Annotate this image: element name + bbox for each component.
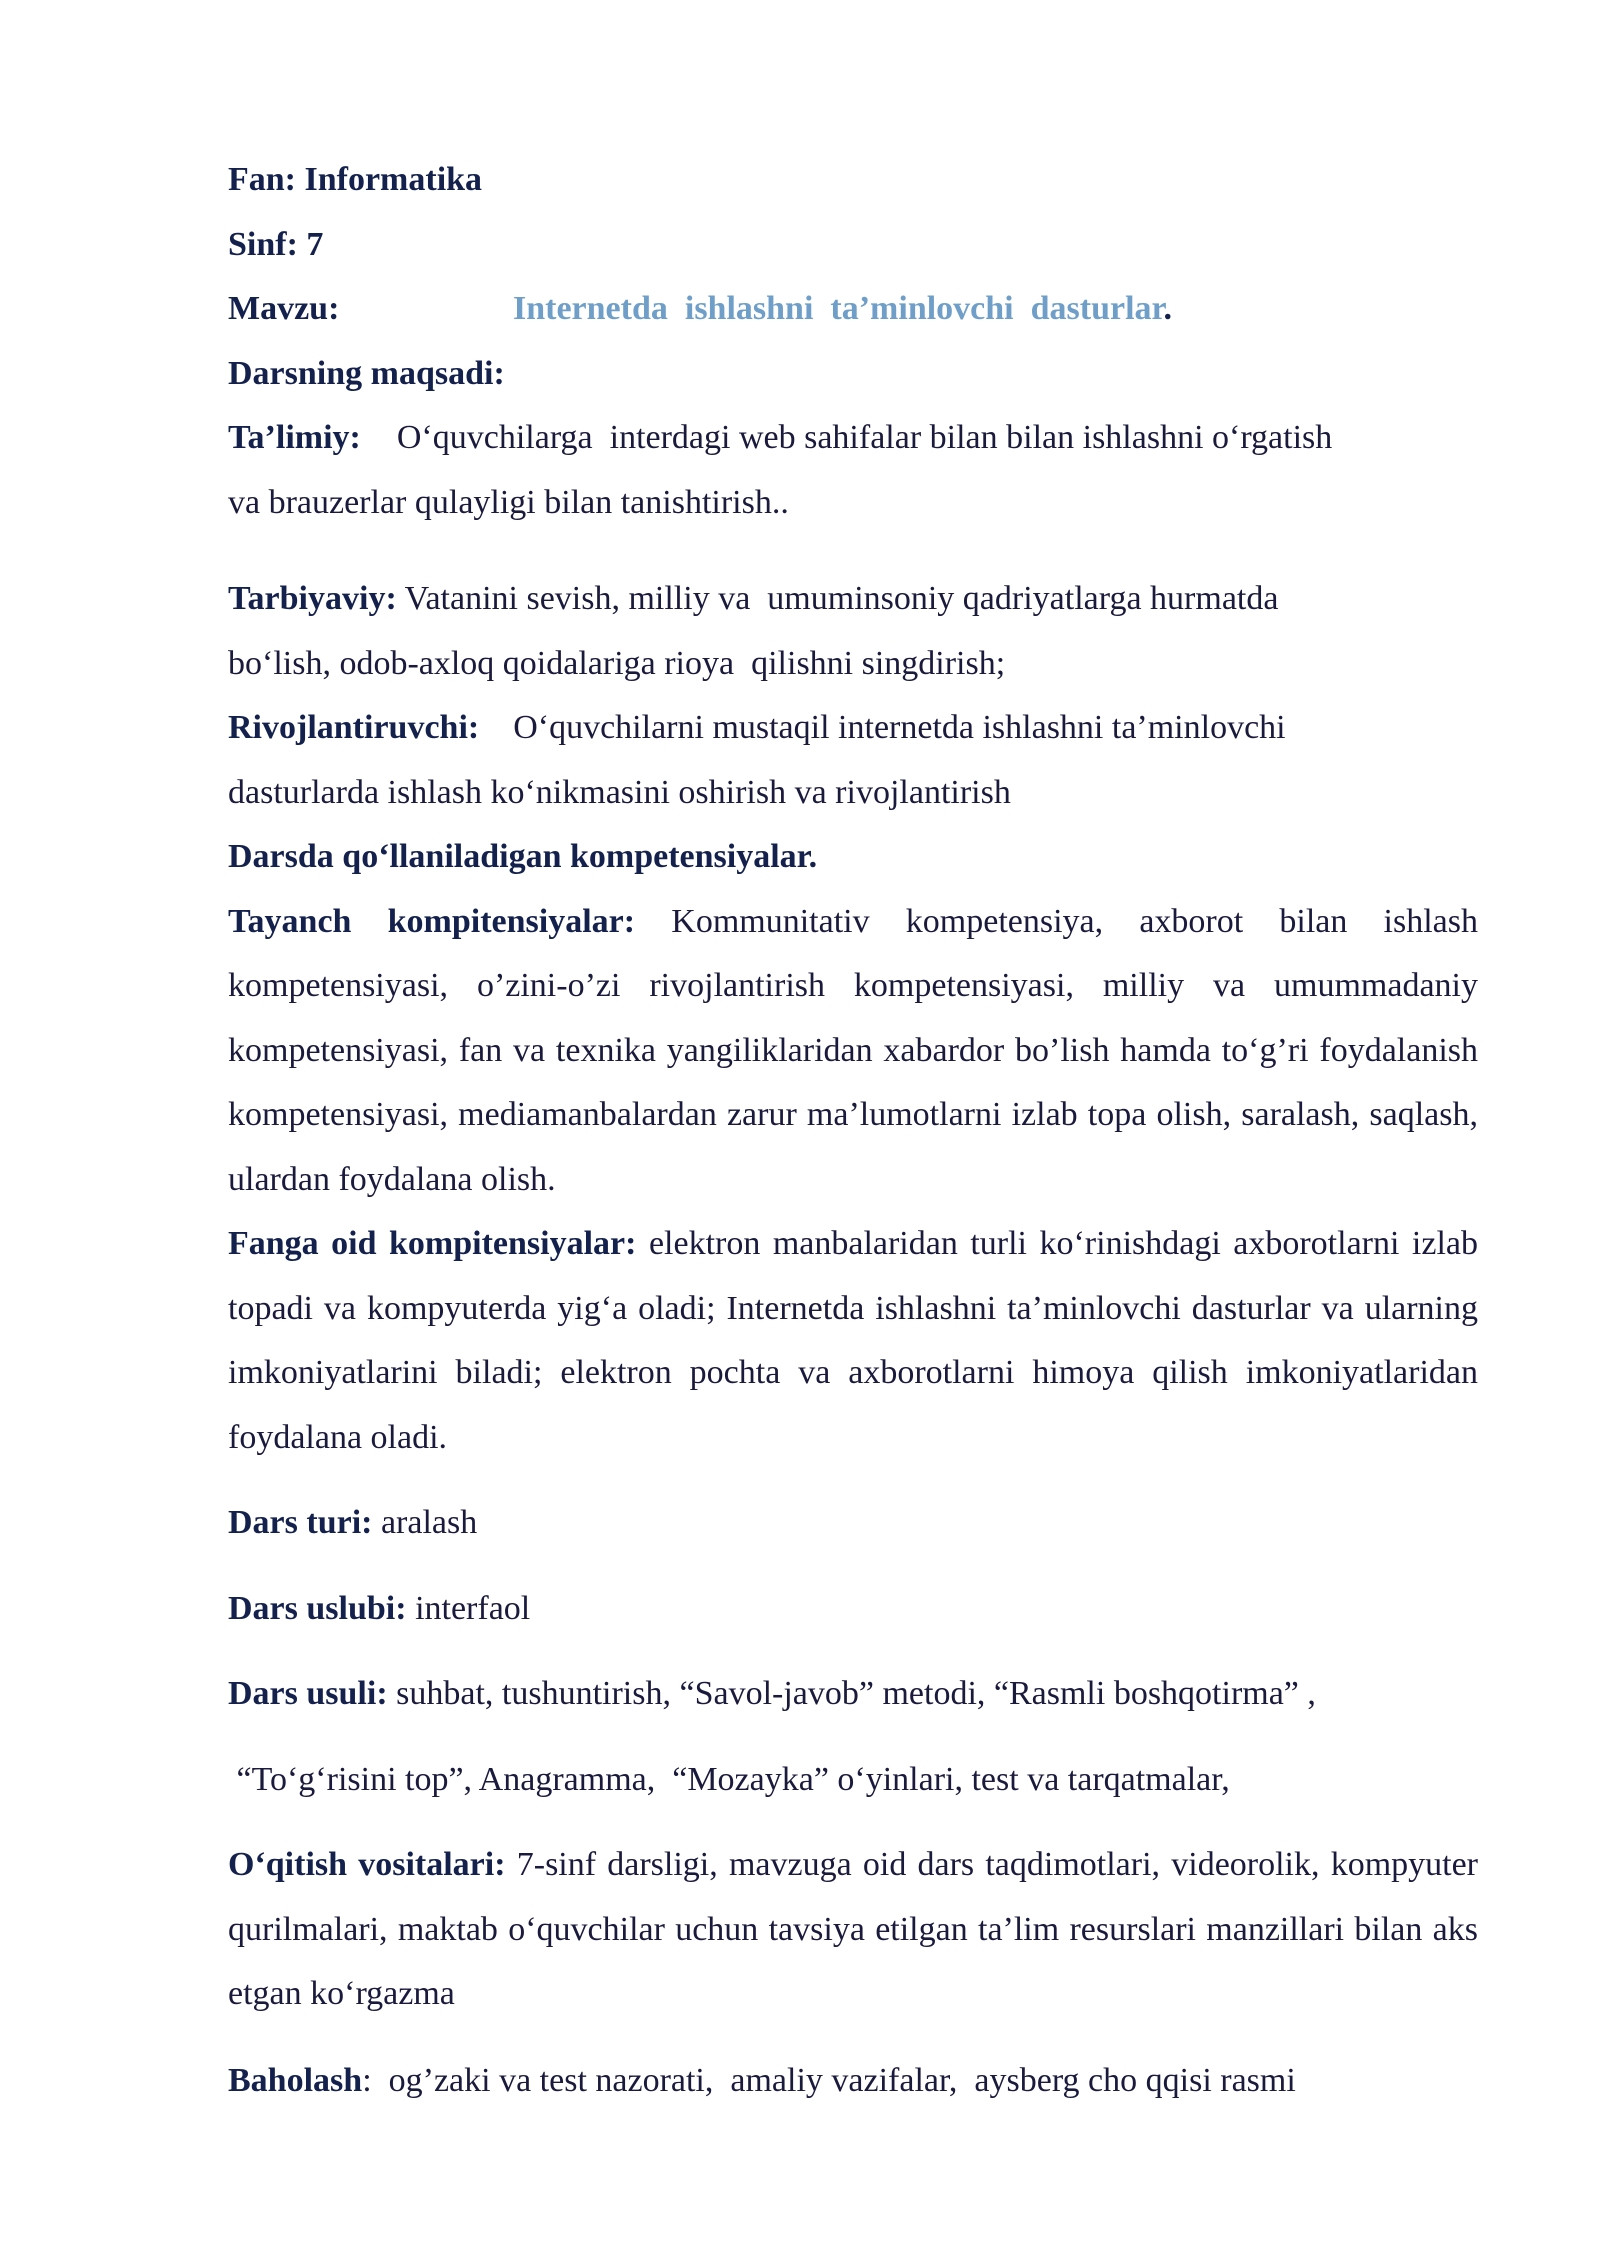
lesson-type-value: aralash [372, 1504, 478, 1541]
lesson-style-value: interfaol [406, 1589, 531, 1627]
grade-value: 7 [306, 225, 324, 263]
lesson-method-value-2: “To‘g‘risini top”, Anagramma, “Mozayka” o‘yinlari, test va tarqatmalar, [228, 1760, 1230, 1798]
developmental-goal-text-2: dasturlarda ishlash ko‘nikmasini oshirish va rivojlantirish [228, 773, 1011, 811]
grade-line [228, 213, 1478, 278]
lesson-style-line [228, 1577, 1478, 1642]
competencies-heading [228, 825, 1478, 890]
core-competencies-paragraph [228, 890, 1478, 1213]
teaching-tools-paragraph [228, 1833, 1478, 2027]
lesson-style-label: Dars uslubi: [228, 1589, 407, 1627]
upbringing-goal-text: Vatanini sevish, milliy va umuminsoniy qadriyatlarga hurmatda [396, 580, 1279, 617]
lesson-method-label: Dars usuli: [228, 1675, 388, 1712]
developmental-goal-line2 [228, 761, 1478, 826]
goals-heading-text: Darsning maqsadi: [228, 354, 505, 392]
upbringing-goal-line1 [228, 567, 1478, 632]
subject-competencies-label: Fanga oid kompitensiyalar: [228, 1225, 637, 1262]
lesson-type-label: Dars turi: [228, 1504, 373, 1541]
lesson-method-line2 [228, 1748, 1478, 1813]
subject-competencies-text: elektron manbalaridan turli ko‘rinishdagi axborotlarni izlab topadi va kompyuterda yig‘a oladi; Internetda ishlashni ta’minlovchi dasturlar va ularning imkoniyatlarini biladi; elektron pochta va axborotlarni himoya qilish imkoniyatlaridan foydalana oladi. [228, 1225, 1478, 1456]
assessment-label: Baholash [228, 2061, 363, 2099]
topic-label: Mavzu: [228, 290, 340, 327]
core-competencies-label: Tayanch kompitensiyalar: [228, 902, 636, 940]
assessment-text: : og’zaki va test nazorati, amaliy vazifalar, aysberg cho qqisi rasmi [362, 2061, 1296, 2099]
topic-value: Internetda ishlashni ta’minlovchi dasturlar [513, 290, 1164, 327]
subject-line [228, 148, 1478, 213]
upbringing-goal-line2 [228, 632, 1478, 697]
lesson-type-line [228, 1491, 1478, 1556]
core-competencies-text: Kommunitativ kompetensiya, axborot bilan ishlash kompetensiyasi, o’zini-o’zi rivojlantirish kompetensiyasi, milliy va umummadaniy kompetensiyasi, fan va texnika yangiliklaridan xabardor bo’lish hamda to‘g’ri foydalanish kompetensiyasi, mediamanbalardan zarur ma’lumotlarni izlab topa olish, saralash, saqlash, ulardan foydalana olish. [228, 902, 1478, 1198]
educational-goal-line2 [228, 471, 1478, 536]
developmental-goal-label: Rivojlantiruvchi: [228, 709, 480, 746]
developmental-goal-line1 [228, 696, 1478, 761]
topic-line [228, 277, 1478, 342]
lesson-method-value: suhbat, tushuntirish, “Savol-javob” metodi, “Rasmli boshqotirma” , [387, 1675, 1316, 1712]
educational-goal-label: Ta’limiy: [228, 419, 361, 456]
educational-goal-line1 [228, 406, 1478, 471]
upbringing-goal-label: Tarbiyaviy: [228, 580, 397, 617]
grade-label: Sinf: [228, 225, 298, 263]
lesson-plan-page [228, 148, 1478, 2113]
topic-period: . [1163, 290, 1172, 327]
teaching-tools-text: 7-sinf darsligi, mavzuga oid dars taqdimotlari, videorolik, kompyuter qurilmalari, maktab o‘quvchilar uchun tavsiya etilgan ta’lim resurslari manzillari bilan aks etgan ko‘rgazma [228, 1846, 1478, 2012]
educational-goal-text: O‘quvchilarga interdagi web sahifalar bilan bilan ishlashni o‘rgatish [396, 419, 1333, 456]
developmental-goal-text: O‘quvchilarni mustaqil internetda ishlashni ta’minlovchi [513, 709, 1286, 746]
lesson-method-line [228, 1662, 1478, 1727]
subject-label: Fan: [228, 161, 296, 198]
goals-heading [228, 342, 1478, 407]
subject-competencies-paragraph [228, 1212, 1478, 1470]
subject-value: Informatika [304, 161, 483, 198]
teaching-tools-label: O‘qitish vositalari: [228, 1846, 506, 1883]
educational-goal-text-2: va brauzerlar qulayligi bilan tanishtirish.. [228, 483, 789, 521]
assessment-line [228, 2049, 1478, 2114]
competencies-heading-text: Darsda qo‘llaniladigan kompetensiyalar. [228, 838, 818, 875]
upbringing-goal-text-2: bo‘lish, odob-axloq qoidalariga rioya qilishni singdirish; [228, 644, 1006, 682]
